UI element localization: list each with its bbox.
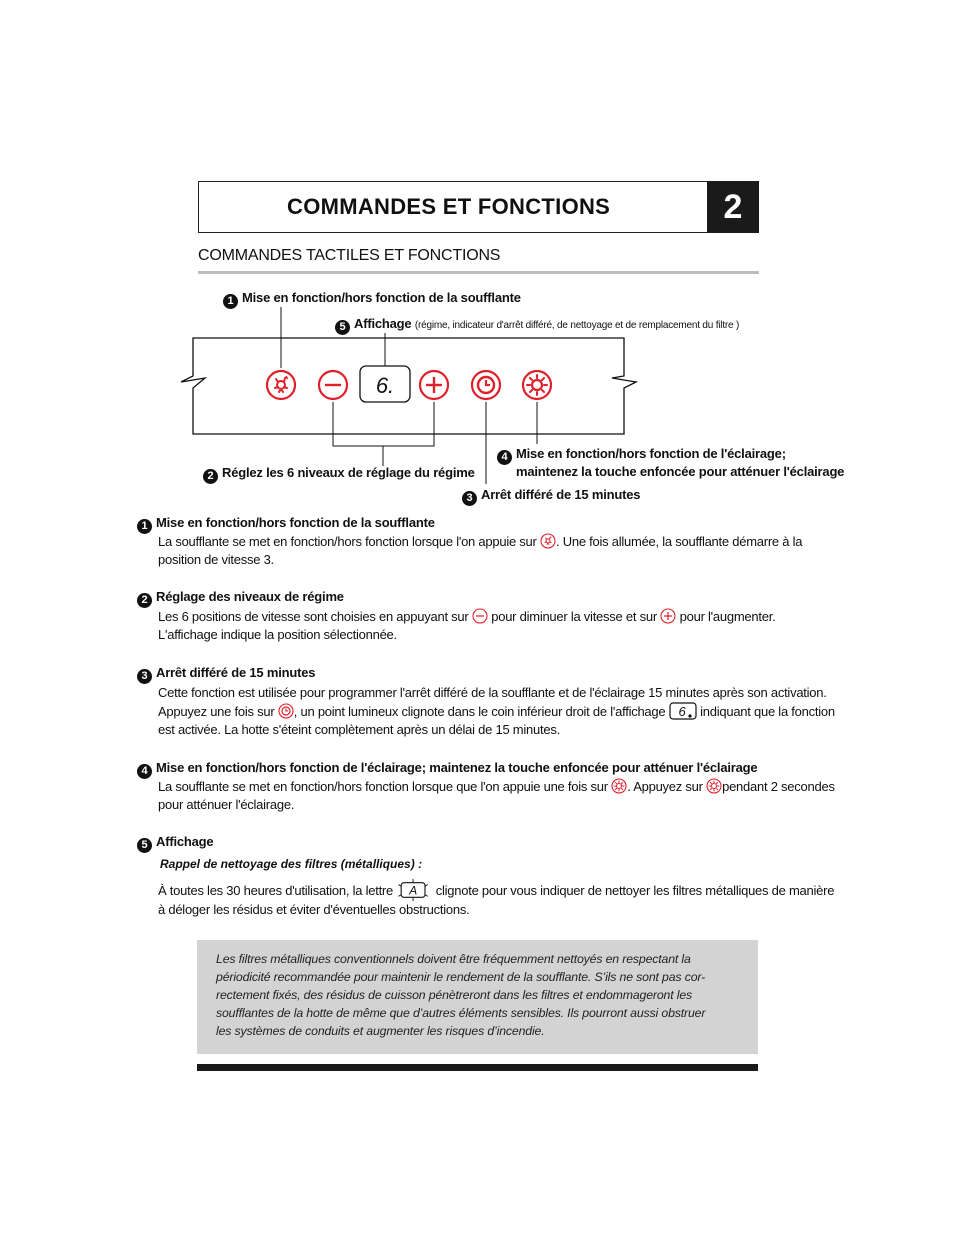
diagram-label-1: 1 Mise en fonction/hors fonction de la soufflante: [223, 290, 521, 309]
plus-button-icon: [420, 371, 448, 399]
svg-text:A: A: [409, 883, 418, 898]
light-icon: [706, 778, 722, 794]
section-4-heading: 4 Mise en fonction/hors fonction de l'éclairage; maintenez la touche enfoncée pour atténuer l'éclairage: [137, 760, 757, 779]
plus-icon: [660, 608, 676, 624]
section-3-body: Cette fonction est utilisée pour programmer l'arrêt différé de la soufflante et de l'éclairage 15 minutes après son activation. Appuyez une fois sur , un point lumineux clignote dans le coin inférieur droit de l'affichage 6 indiquant que la fonction est activée. La hotte s'éteint complètement après un délai de 15 minutes.: [158, 685, 835, 737]
diagram-label-4: 4 Mise en fonction/hors fonction de l'éclairage;: [497, 446, 786, 465]
number-badge: 1: [137, 519, 152, 534]
diagram-label-5: 5 Affichage (régime, indicateur d'arrêt différé, de nettoyage et de remplacement du filtre ): [335, 316, 739, 335]
diagram-label-2: 2 Réglez les 6 niveaux de réglage du régime: [203, 465, 475, 484]
number-badge: 4: [137, 764, 152, 779]
section-2-body: Les 6 positions de vitesse sont choisies en appuyant sur pour diminuer la vitesse et sur pour l'augmenter. L'affichage indique la position sélectionnée.: [158, 609, 776, 642]
number-badge: 2: [203, 469, 218, 484]
chapter-title: COMMANDES ET FONCTIONS: [287, 194, 611, 219]
number-badge: 3: [137, 669, 152, 684]
number-badge: 3: [462, 491, 477, 506]
number-badge: 5: [335, 320, 350, 335]
section-2-heading: 2 Réglage des niveaux de régime: [137, 589, 344, 608]
light-icon: [611, 778, 627, 794]
section-3-heading: 3 Arrêt différé de 15 minutes: [137, 665, 315, 684]
section-subtitle: COMMANDES TACTILES ET FONCTIONS: [198, 247, 501, 264]
display-dot-icon: [669, 702, 697, 720]
number-badge: 2: [137, 593, 152, 608]
timer-icon: [278, 703, 294, 719]
number-badge: 4: [497, 450, 512, 465]
chapter-number-badge: 2: [707, 181, 759, 233]
control-panel-diagram: [0, 0, 954, 520]
section-1-body: La soufflante se met en fonction/hors fonction lorsque l'on appuie sur . Une fois allumée, la soufflante démarre à la position de vitesse 3.: [158, 534, 803, 567]
display-digit: 6.: [375, 373, 395, 398]
diagram-label-4-line2: maintenez la touche enfoncée pour atténuer l'éclairage: [516, 464, 845, 479]
light-button-icon: [523, 371, 551, 399]
warning-note-box: [197, 940, 758, 1054]
section-5-body: À toutes les 30 heures d'utilisation, la lettre A clignote pour vous indiquer de nettoyer les filtres métalliques de manière à déloger les résidus et éviter d'éventuelles obstructions.: [158, 879, 834, 919]
display-letter-icon: [396, 879, 432, 901]
minus-icon: [472, 608, 488, 624]
diagram-label-3: 3 Arrêt différé de 15 minutes: [462, 487, 640, 506]
number-badge: 1: [223, 294, 238, 309]
minus-button-icon: [319, 371, 347, 399]
fan-icon: [540, 533, 556, 549]
section-5-heading: 5 Affichage: [137, 834, 213, 853]
section-5-subheading: Rappel de nettoyage des filtres (métalliques) :: [160, 857, 423, 871]
fan-button-icon: [267, 371, 295, 399]
timer-button-icon: [472, 371, 500, 399]
bottom-divider: [197, 1064, 758, 1071]
section-1-heading: 1 Mise en fonction/hors fonction de la soufflante: [137, 515, 435, 534]
warning-note-text: Les filtres métalliques conventionnels doivent être fréquemment nettoyés en respectant la périodicité recommandée pour maintenir le rendement de la soufflante. S’ils ne sont pas cor- rectement fixés, des résidus de cuisson pénètreront dans les filtres et endommageront les soufflantes de la hotte de même que d’autres éléments sensibles. Ils pourront aussi obstruer les systèmes de conduits et augmenter les risques d’incendie.: [216, 952, 706, 1038]
svg-text:6: 6: [678, 704, 686, 719]
section-4-body: La soufflante se met en fonction/hors fonction lorsque que l'on appuie une fois sur . Appuyez sur pendant 2 secondes pour atténuer l'éclairage.: [158, 779, 835, 812]
number-badge: 5: [137, 838, 152, 853]
